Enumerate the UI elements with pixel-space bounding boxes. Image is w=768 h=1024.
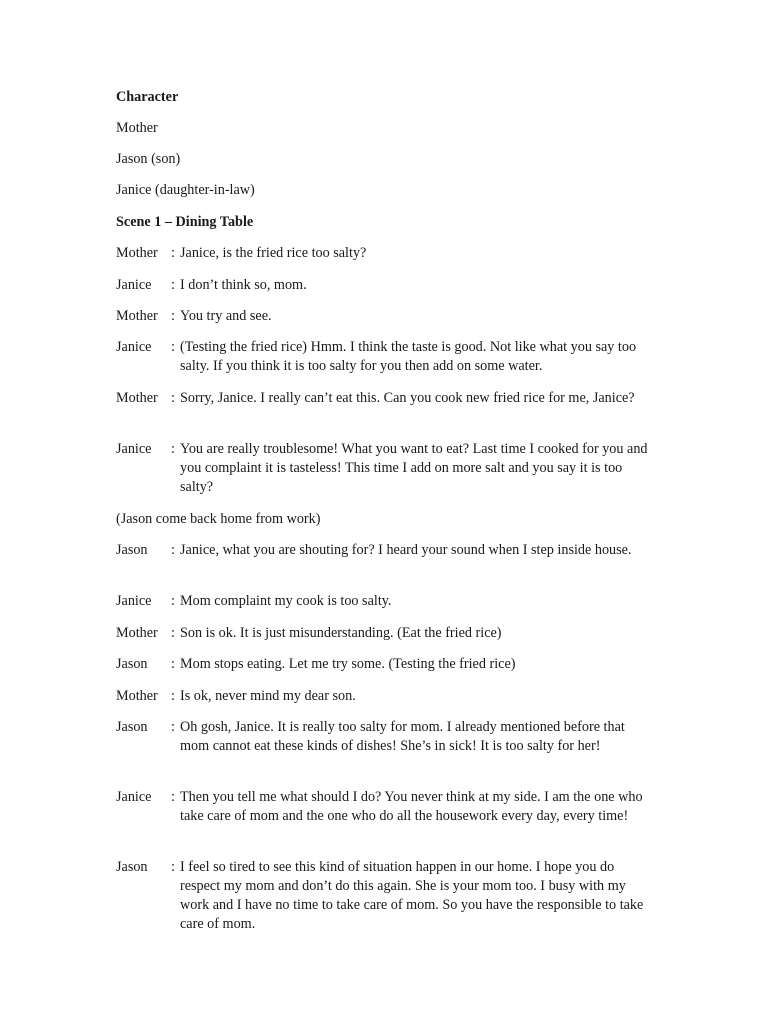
dialogue-text: Janice, what you are shouting for? I heard your sound when I step inside house.	[180, 542, 632, 558]
dialogue-text: You are really troublesome! What you want to eat? Last time I cooked for you and you complaint it is tasteless! This time I add on more salt and you say it is too salty?	[180, 441, 648, 495]
speaker-separator: :	[171, 245, 175, 261]
speaker-name: Jason	[116, 656, 148, 672]
dialogue-line	[116, 541, 656, 560]
dialogue-text: Sorry, Janice. I really can’t eat this. Can you cook new fried rice for me, Janice?	[180, 390, 635, 406]
speaker-name: Mother	[116, 245, 158, 261]
dialogue-text: Then you tell me what should I do? You never think at my side. I am the one who take care of mom and the one who do all the housework every day, every time!	[180, 789, 643, 824]
character-mother: Mother	[116, 120, 158, 136]
speaker-name: Mother	[116, 390, 158, 406]
speaker-name: Jason	[116, 859, 148, 875]
speaker-separator: :	[171, 719, 175, 735]
dialogue-text: I don’t think so, mom.	[180, 277, 307, 293]
dialogue-line	[116, 687, 656, 706]
character-jason: Jason (son)	[116, 151, 181, 167]
speaker-separator: :	[171, 789, 175, 805]
speaker-separator: :	[171, 441, 175, 457]
dialogue-line	[116, 655, 656, 674]
speaker-name: Mother	[116, 688, 158, 704]
speaker-separator: :	[171, 339, 175, 355]
speaker-separator: :	[171, 656, 175, 672]
speaker-separator: :	[171, 542, 175, 558]
speaker-separator: :	[171, 308, 175, 324]
speaker-separator: :	[171, 390, 175, 406]
speaker-name: Jason	[116, 542, 148, 558]
dialogue-line	[116, 276, 656, 295]
speaker-name: Mother	[116, 625, 158, 641]
dialogue-line	[116, 592, 656, 611]
speaker-name: Mother	[116, 308, 158, 324]
dialogue-text: Janice, is the fried rice too salty?	[180, 245, 367, 261]
speaker-name: Janice	[116, 789, 152, 805]
dialogue-text: Mom stops eating. Let me try some. (Testing the fried rice)	[180, 656, 516, 672]
speaker-separator: :	[171, 593, 175, 609]
dialogue-text: (Testing the fried rice) Hmm. I think the taste is good. Not like what you say too salty. If you think it is too salty for you then add on some water.	[180, 339, 637, 374]
dialogue-line	[116, 788, 656, 826]
dialogue-line	[116, 338, 656, 376]
speaker-name: Janice	[116, 593, 152, 609]
speaker-name: Janice	[116, 277, 152, 293]
speaker-name: Janice	[116, 441, 152, 457]
dialogue-line	[116, 244, 656, 263]
stage-direction: (Jason come back home from work)	[116, 511, 321, 527]
dialogue-text: Is ok, never mind my dear son.	[180, 688, 356, 704]
speaker-separator: :	[171, 688, 175, 704]
dialogue-text: Oh gosh, Janice. It is really too salty for mom. I already mentioned before that mom cannot eat these kinds of dishes! She’s in sick! It is too salty for her!	[180, 719, 625, 754]
dialogue-line	[116, 624, 656, 643]
dialogue-text: Son is ok. It is just misunderstanding. (Eat the fried rice)	[180, 625, 502, 641]
scene-heading: Scene 1 – Dining Table	[116, 214, 254, 230]
speaker-name: Jason	[116, 719, 148, 735]
dialogue-text: You try and see.	[180, 308, 272, 324]
dialogue-text: Mom complaint my cook is too salty.	[180, 593, 392, 609]
dialogue-line	[116, 307, 656, 326]
dialogue-line	[116, 858, 656, 934]
speaker-separator: :	[171, 277, 175, 293]
dialogue-text: I feel so tired to see this kind of situation happen in our home. I hope you do respect my mom and don’t do this again. She is your mom too. I busy with my work and I have no time to take care of mom. So you have the responsible to take care of mom.	[180, 859, 644, 932]
dialogue-line	[116, 440, 656, 497]
dialogue-line	[116, 718, 656, 756]
character-janice: Janice (daughter-in-law)	[116, 182, 255, 198]
character-heading: Character	[116, 89, 179, 105]
speaker-name: Janice	[116, 339, 152, 355]
dialogue-line	[116, 389, 656, 408]
speaker-separator: :	[171, 859, 175, 875]
speaker-separator: :	[171, 625, 175, 641]
